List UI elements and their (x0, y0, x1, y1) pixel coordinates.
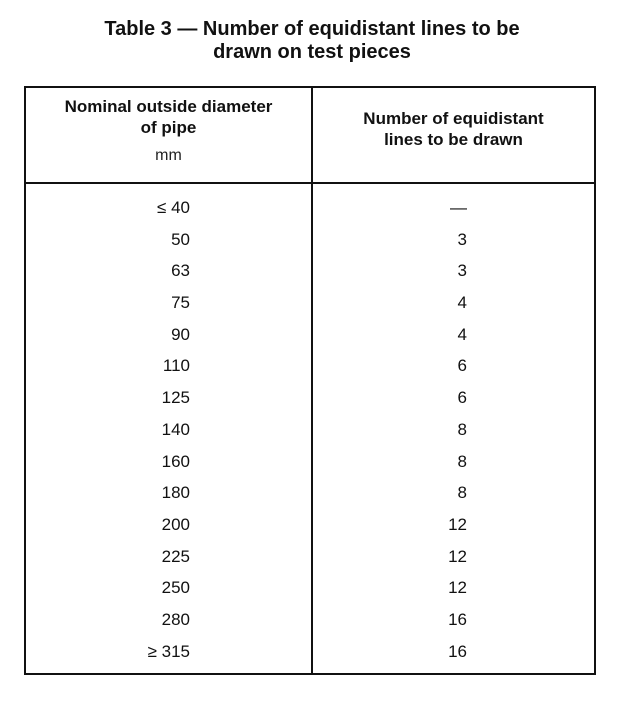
lines-cell: 4 (457, 324, 467, 344)
lines-cell: 8 (457, 419, 467, 439)
diameter-cell: 160 (161, 451, 190, 471)
diameter-cell: 90 (171, 324, 190, 344)
data-table (24, 86, 596, 675)
header-rule (26, 182, 594, 184)
lines-cell: 16 (448, 609, 467, 629)
lines-cell: 8 (457, 483, 467, 503)
table-row (26, 224, 594, 256)
header-diameter-line-1: Nominal outside diameter (64, 97, 273, 116)
lines-cell: 6 (457, 388, 467, 408)
lines-cell: 4 (457, 293, 467, 313)
table-row (26, 446, 594, 478)
table-caption (40, 18, 584, 64)
diameter-cell: 50 (171, 229, 190, 249)
diameter-cell: 125 (161, 388, 190, 408)
header-lines-line-1: Number of equidistant (363, 109, 544, 128)
table-row (26, 255, 594, 287)
table-row (26, 636, 594, 668)
diameter-cell: 180 (161, 483, 190, 503)
table-body (26, 192, 594, 667)
table-row (26, 319, 594, 351)
lines-cell: 12 (448, 514, 467, 534)
table-row (26, 287, 594, 319)
table-row (26, 382, 594, 414)
lines-cell: 3 (457, 261, 467, 281)
diameter-cell: 200 (161, 514, 190, 534)
header-lines-line-2: lines to be drawn (384, 130, 523, 149)
diameter-cell: 280 (161, 609, 190, 629)
header-diameter-unit: mm (155, 147, 182, 164)
lines-cell: 12 (448, 546, 467, 566)
lines-cell: 12 (448, 578, 467, 598)
table-row (26, 477, 594, 509)
diameter-cell: 110 (162, 356, 190, 376)
diameter-cell: 140 (161, 419, 190, 439)
lines-cell: 6 (457, 356, 467, 376)
diameter-cell: 75 (171, 293, 190, 313)
header-lines (313, 108, 594, 150)
lines-cell: — (450, 198, 467, 217)
table-row (26, 541, 594, 573)
table-row (26, 604, 594, 636)
table-row (26, 350, 594, 382)
lines-cell: 3 (457, 229, 467, 249)
table-caption-line-2: drawn on test pieces (213, 41, 411, 63)
table-row (26, 414, 594, 446)
header-diameter-line-2: of pipe (140, 118, 197, 137)
table-row (26, 509, 594, 541)
lines-cell: 8 (457, 451, 467, 471)
lines-cell: 16 (448, 641, 467, 661)
header-diameter (26, 96, 311, 166)
diameter-cell: 250 (161, 578, 190, 598)
diameter-cell: ≥ 315 (147, 641, 190, 661)
table-caption-line-1: Table 3 — Number of equidistant lines to be (104, 18, 520, 40)
diameter-cell: 63 (171, 261, 190, 281)
diameter-cell: ≤ 40 (157, 198, 190, 217)
table-row (26, 572, 594, 604)
table-row (26, 192, 594, 224)
diameter-cell: 225 (161, 546, 190, 566)
